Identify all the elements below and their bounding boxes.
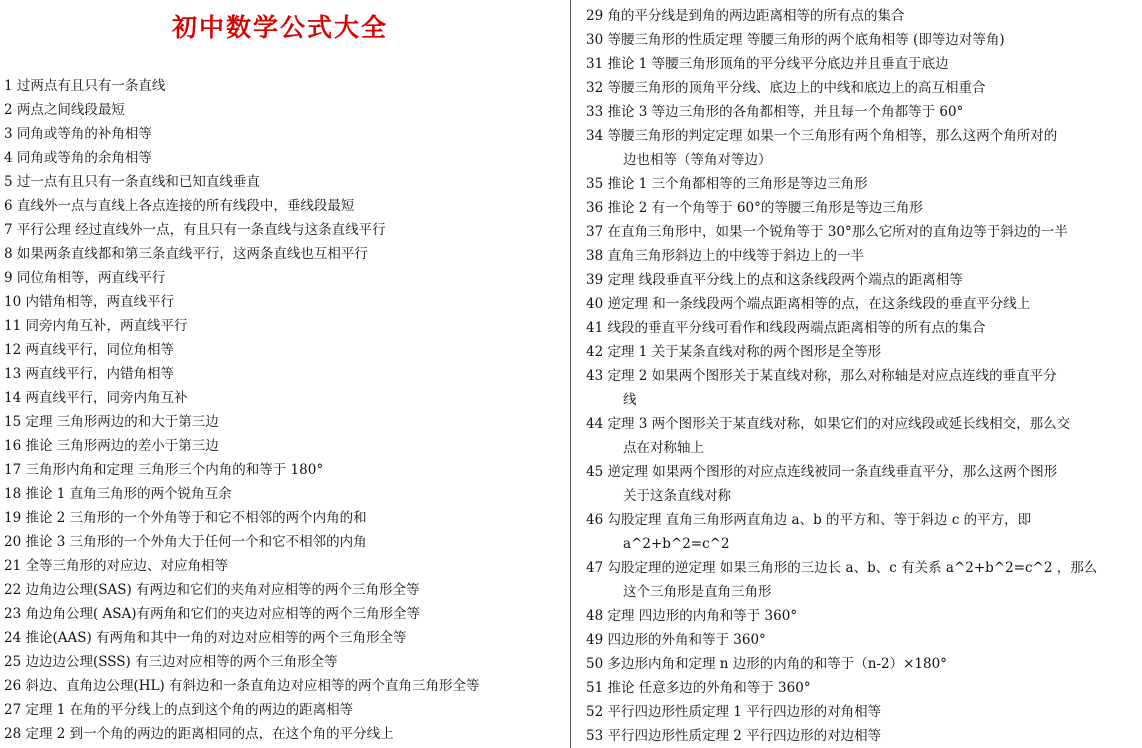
formula-continuation: 边也相等（等角对等边） [623,152,772,168]
formula-item [574,676,1142,700]
formula-item: 4 同角或等角的余角相等 [4,150,152,166]
formula-item [574,196,1142,220]
formula-item: 14 两直线平行，同旁内角互补 [4,390,188,406]
right-formula-list [574,4,1142,748]
formula-item [574,604,1142,628]
formula-item [574,556,1142,604]
formula-item [574,412,1142,460]
formula-item: 1 过两点有且只有一条直线 [4,78,166,94]
formula-item: 20 推论 3 三角形的一个外角大于任何一个和它不相邻的内角 [4,534,367,550]
formula-item [574,340,1142,364]
formula-continuation: 关于这条直线对称 [623,488,731,504]
formula-text: 30 等腰三角形的性质定理 等腰三角形的两个底角相等 (即等边对等角) [586,32,1005,48]
formula-text: 47 勾股定理的逆定理 如果三角形的三边长 a、b、c 有关系 a^2+b^2=c^2 ，那么 [586,560,1098,576]
formula-item [574,508,1142,556]
formula-continuation: 点在对称轴上 [623,440,704,456]
formula-text: 32 等腰三角形的顶角平分线、底边上的中线和底边上的高互相重合 [586,80,986,96]
formula-item: 8 如果两条直线都和第三条直线平行，这两条直线也互相平行 [4,246,368,262]
formula-text: 41 线段的垂直平分线可看作和线段两端点距离相等的所有点的集合 [586,320,986,336]
formula-item: 12 两直线平行，同位角相等 [4,342,174,358]
formula-text: 50 多边形内角和定理 n 边形的内角的和等于（n-2）×180° [586,656,947,672]
formula-item: 17 三角形内角和定理 三角形三个内角的和等于 180° [4,462,324,478]
formula-item [574,100,1142,124]
formula-item [574,220,1142,244]
formula-item: 21 全等三角形的对应边、对应角相等 [4,558,228,574]
formula-item: 11 同旁内角互补，两直线平行 [4,318,188,334]
formula-item: 7 平行公理 经过直线外一点，有且只有一条直线与这条直线平行 [4,222,386,238]
formula-item: 18 推论 1 直角三角形的两个锐角互余 [4,486,232,502]
formula-item: 16 推论 三角形两边的差小于第三边 [4,438,219,454]
formula-text: 46 勾股定理 直角三角形两直角边 a、b 的平方和、等于斜边 c 的平方，即 [586,512,1032,528]
formula-text: 37 在直角三角形中，如果一个锐角等于 30°那么它所对的直角边等于斜边的一半 [586,224,1068,240]
formula-item [574,292,1142,316]
formula-text: 35 推论 1 三个角都相等的三角形是等边三角形 [586,176,868,192]
left-formula-list [0,74,568,746]
formula-item [574,4,1142,28]
formula-item [574,652,1142,676]
formula-item [574,460,1142,508]
formula-item [574,628,1142,652]
left-column [0,0,568,748]
formula-text: 51 推论 任意多边的外角和等于 360° [586,680,811,696]
formula-text: 34 等腰三角形的判定定理 如果一个三角形有两个角相等，那么这两个角所对的 [586,128,1058,144]
formula-text: 53 平行四边形性质定理 2 平行四边形的对边相等 [586,728,882,744]
formula-text: 29 角的平分线是到角的两边距离相等的所有点的集合 [586,8,905,24]
formula-text: 36 推论 2 有一个角等于 60°的等腰三角形是等边三角形 [586,200,923,216]
formula-item [574,268,1142,292]
formula-text: 49 四边形的外角和等于 360° [586,632,766,648]
formula-item: 5 过一点有且只有一条直线和已知直线垂直 [4,174,260,190]
formula-text: 33 推论 3 等边三角形的各角都相等，并且每一个角都等于 60° [586,104,964,120]
formula-text: 44 定理 3 两个图形关于某直线对称，如果它们的对应线段或延长线相交，那么交 [586,416,1071,432]
formula-item [574,52,1142,76]
formula-text: 40 逆定理 和一条线段两个端点距离相等的点，在这条线段的垂直平分线上 [586,296,1031,312]
formula-item: 19 推论 2 三角形的一个外角等于和它不相邻的两个内角的和 [4,510,367,526]
document-title: 初中数学公式大全 [171,13,388,42]
formula-text: 39 定理 线段垂直平分线上的点和这条线段两个端点的距离相等 [586,272,963,288]
formula-item: 3 同角或等角的补角相等 [4,126,152,142]
formula-item: 24 推论(AAS) 有两角和其中一角的对边对应相等的两个三角形全等 [4,630,407,646]
formula-item [574,76,1142,100]
formula-item: 15 定理 三角形两边的和大于第三边 [4,414,219,430]
formula-item [574,364,1142,412]
formula-text: 43 定理 2 如果两个图形关于某直线对称，那么对称轴是对应点连线的垂直平分 [586,368,1057,384]
formula-continuation: 这个三角形是直角三角形 [623,584,772,600]
formula-text: 45 逆定理 如果两个图形的对应点连线被同一条直线垂直平分，那么这两个图形 [586,464,1058,480]
formula-item: 10 内错角相等，两直线平行 [4,294,174,310]
formula-item: 27 定理 1 在角的平分线上的点到这个角的两边的距离相等 [4,702,354,718]
formula-item [574,28,1142,52]
formula-text: 48 定理 四边形的内角和等于 360° [586,608,798,624]
formula-item [574,724,1142,748]
formula-continuation: 线 [623,392,637,408]
formula-item [574,700,1142,724]
formula-item [574,172,1142,196]
formula-text: 31 推论 1 等腰三角形顶角的平分线平分底边并且垂直于底边 [586,56,949,72]
formula-item [574,124,1142,172]
formula-item: 9 同位角相等，两直线平行 [4,270,166,286]
column-divider [570,0,571,748]
formula-text: 52 平行四边形性质定理 1 平行四边形的对角相等 [586,704,882,720]
formula-text: 38 直角三角形斜边上的中线等于斜边上的一半 [586,248,864,264]
formula-item: 23 角边角公理( ASA)有两角和它们的夹边对应相等的两个三角形全等 [4,606,421,622]
formula-text: 42 定理 1 关于某条直线对称的两个图形是全等形 [586,344,882,360]
formula-item: 25 边边边公理(SSS) 有三边对应相等的两个三角形全等 [4,654,338,670]
formula-item: 13 两直线平行，内错角相等 [4,366,174,382]
formula-item: 22 边角边公理(SAS) 有两边和它们的夹角对应相等的两个三角形全等 [4,582,420,598]
formula-item: 6 直线外一点与直线上各点连接的所有线段中，垂线段最短 [4,198,355,214]
formula-continuation: a^2+b^2=c^2 [623,536,730,552]
right-column [574,0,1142,748]
formula-item: 28 定理 2 到一个角的两边的距离相同的点，在这个角的平分线上 [4,726,394,742]
formula-item [574,316,1142,340]
formula-item: 2 两点之间线段最短 [4,102,125,118]
formula-item: 26 斜边、直角边公理(HL) 有斜边和一条直角边对应相等的两个直角三角形全等 [4,678,480,694]
formula-item [574,244,1142,268]
